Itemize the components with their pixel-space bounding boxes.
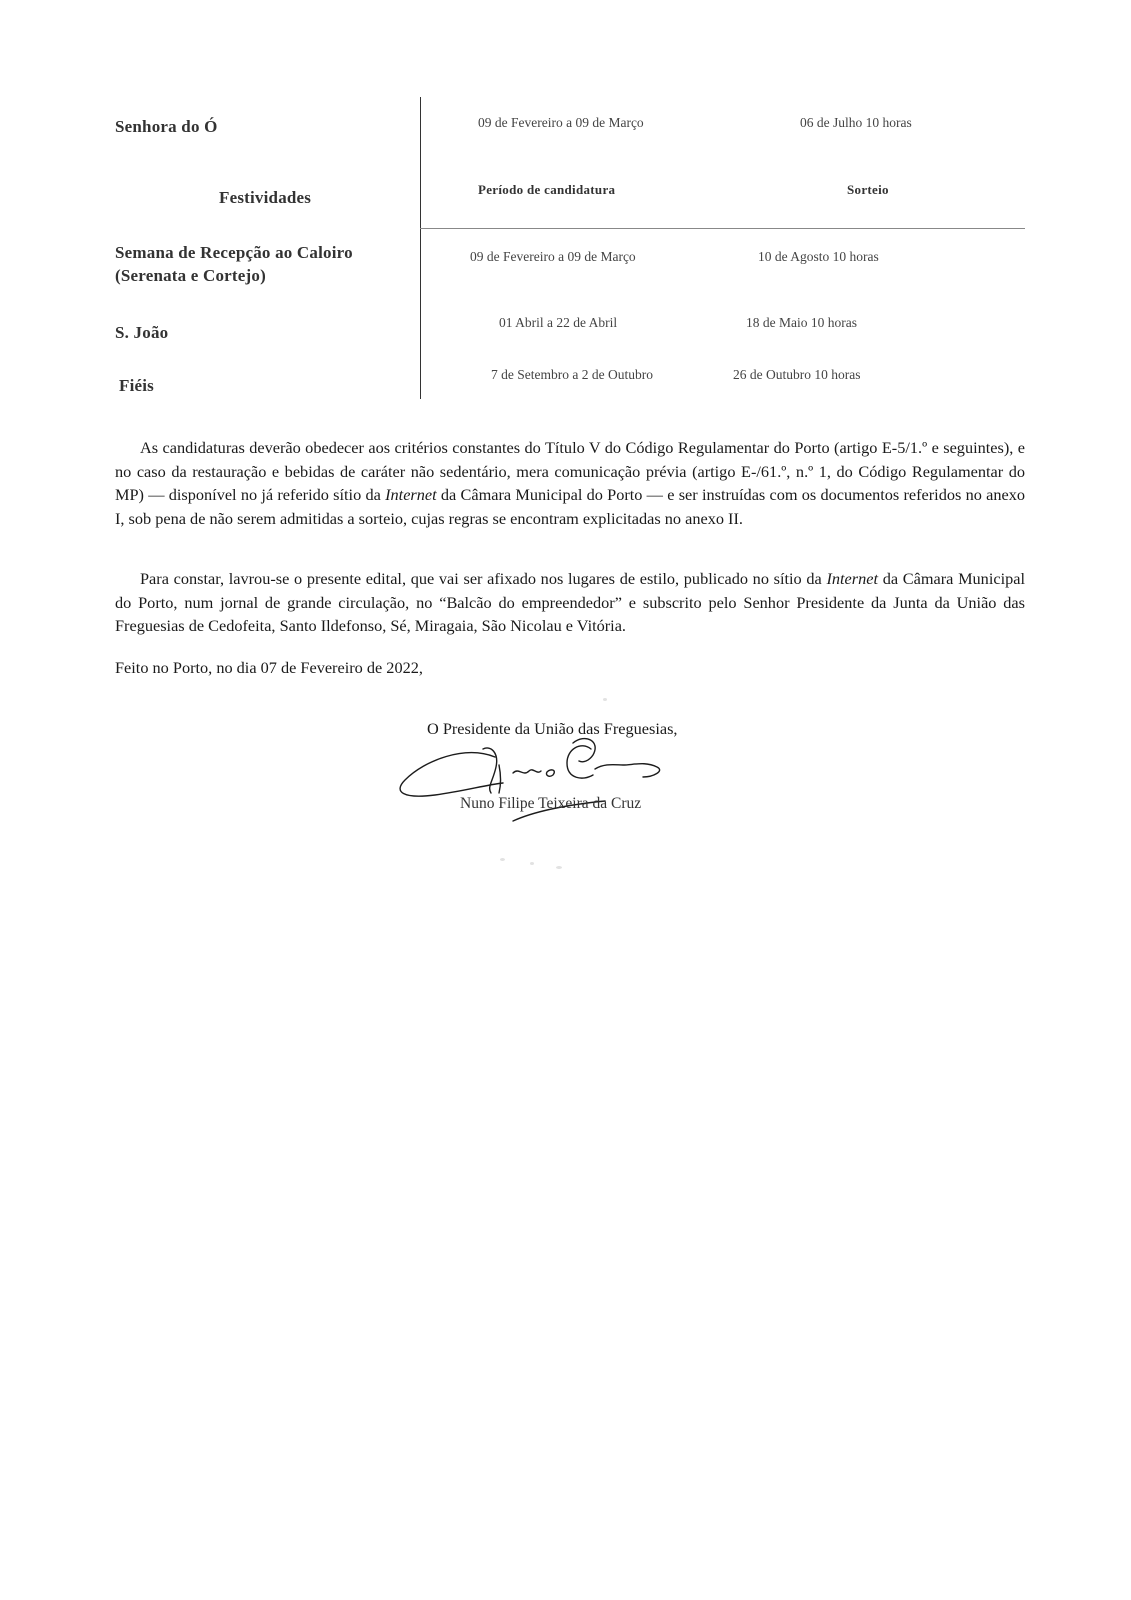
draw-sao-joao: 18 de Maio 10 horas: [746, 315, 857, 330]
period-fieis: 7 de Setembro a 2 de Outubro: [491, 367, 653, 382]
festivity-name-senhora-do-o: Senhora do Ó: [115, 117, 218, 136]
scan-smudge: [556, 866, 562, 869]
signatory-name: Nuno Filipe Teixeira da Cruz: [460, 795, 642, 812]
festivity-name-fieis: Fiéis: [119, 376, 154, 395]
header-periodo-candidatura: Período de candidatura: [478, 182, 616, 197]
paragraph-para-constar: [115, 567, 1025, 638]
paragraph-para-constar-text-b: da Câmara Municipal do Porto, num jornal de grande circulação, no “Balcão do empreendedor” e subscrito pelo Senhor Presidente da Junta da União das Freguesias de Cedofeita, Santo Ildefonso, Sé, Miragaia, São Nicolau e Vitória.: [115, 569, 1025, 635]
festivity-name-semana-caloiro: Semana de Recepção ao Caloiro: [115, 243, 353, 262]
header-festividades: Festividades: [219, 188, 312, 207]
period-sao-joao: 01 Abril a 22 de Abril: [499, 315, 618, 330]
draw-fieis: 26 de Outubro 10 horas: [733, 367, 861, 382]
table-vertical-divider: [420, 97, 421, 399]
signatory-title: O Presidente da União das Freguesias,: [427, 719, 678, 738]
header-sorteio: Sorteio: [847, 182, 889, 197]
festivity-name-semana-caloiro-line2: (Serenata e Cortejo): [115, 266, 266, 285]
handwritten-signature: [395, 735, 685, 830]
paragraph-candidaturas-text-b: da Câmara Municipal do Porto — e ser instruídas com os documentos referidos no anexo I, sob pena de não serem admitidas a sorteio, cujas regras se encontram explicitadas no anexo II.: [115, 485, 1025, 528]
period-semana-caloiro: 09 de Fevereiro a 09 de Março: [470, 249, 636, 264]
paragraph-candidaturas-internet: Internet: [385, 485, 437, 504]
festivity-name-sao-joao: S. João: [115, 323, 169, 342]
paragraph-candidaturas-text-a: As candidaturas deverão obedecer aos critérios constantes do Título V do Código Regulamentar do Porto (artigo E-5/1.º e seguintes), e no caso da restauração e bebidas de caráter não sedentário, mera comunicação prévia (artigo E-/61.º, n.º 1, do Código Regulamentar do MP) — disponível no já referido sítio da: [115, 438, 1025, 504]
scan-smudge: [500, 858, 505, 861]
period-senhora-do-o: 09 de Fevereiro a 09 de Março: [478, 115, 644, 130]
scan-smudge: [530, 862, 534, 865]
paragraph-para-constar-internet: Internet: [826, 569, 878, 588]
draw-semana-caloiro: 10 de Agosto 10 horas: [758, 249, 879, 264]
date-line: Feito no Porto, no dia 07 de Fevereiro de 2022,: [115, 658, 423, 677]
scan-smudge: [603, 698, 607, 701]
paragraph-candidaturas: [115, 436, 1025, 530]
paragraph-para-constar-text-a: Para constar, lavrou-se o presente edital, que vai ser afixado nos lugares de estilo, publicado no sítio da: [140, 569, 827, 588]
table-horizontal-divider: [420, 228, 1025, 229]
draw-senhora-do-o: 06 de Julho 10 horas: [800, 115, 912, 130]
